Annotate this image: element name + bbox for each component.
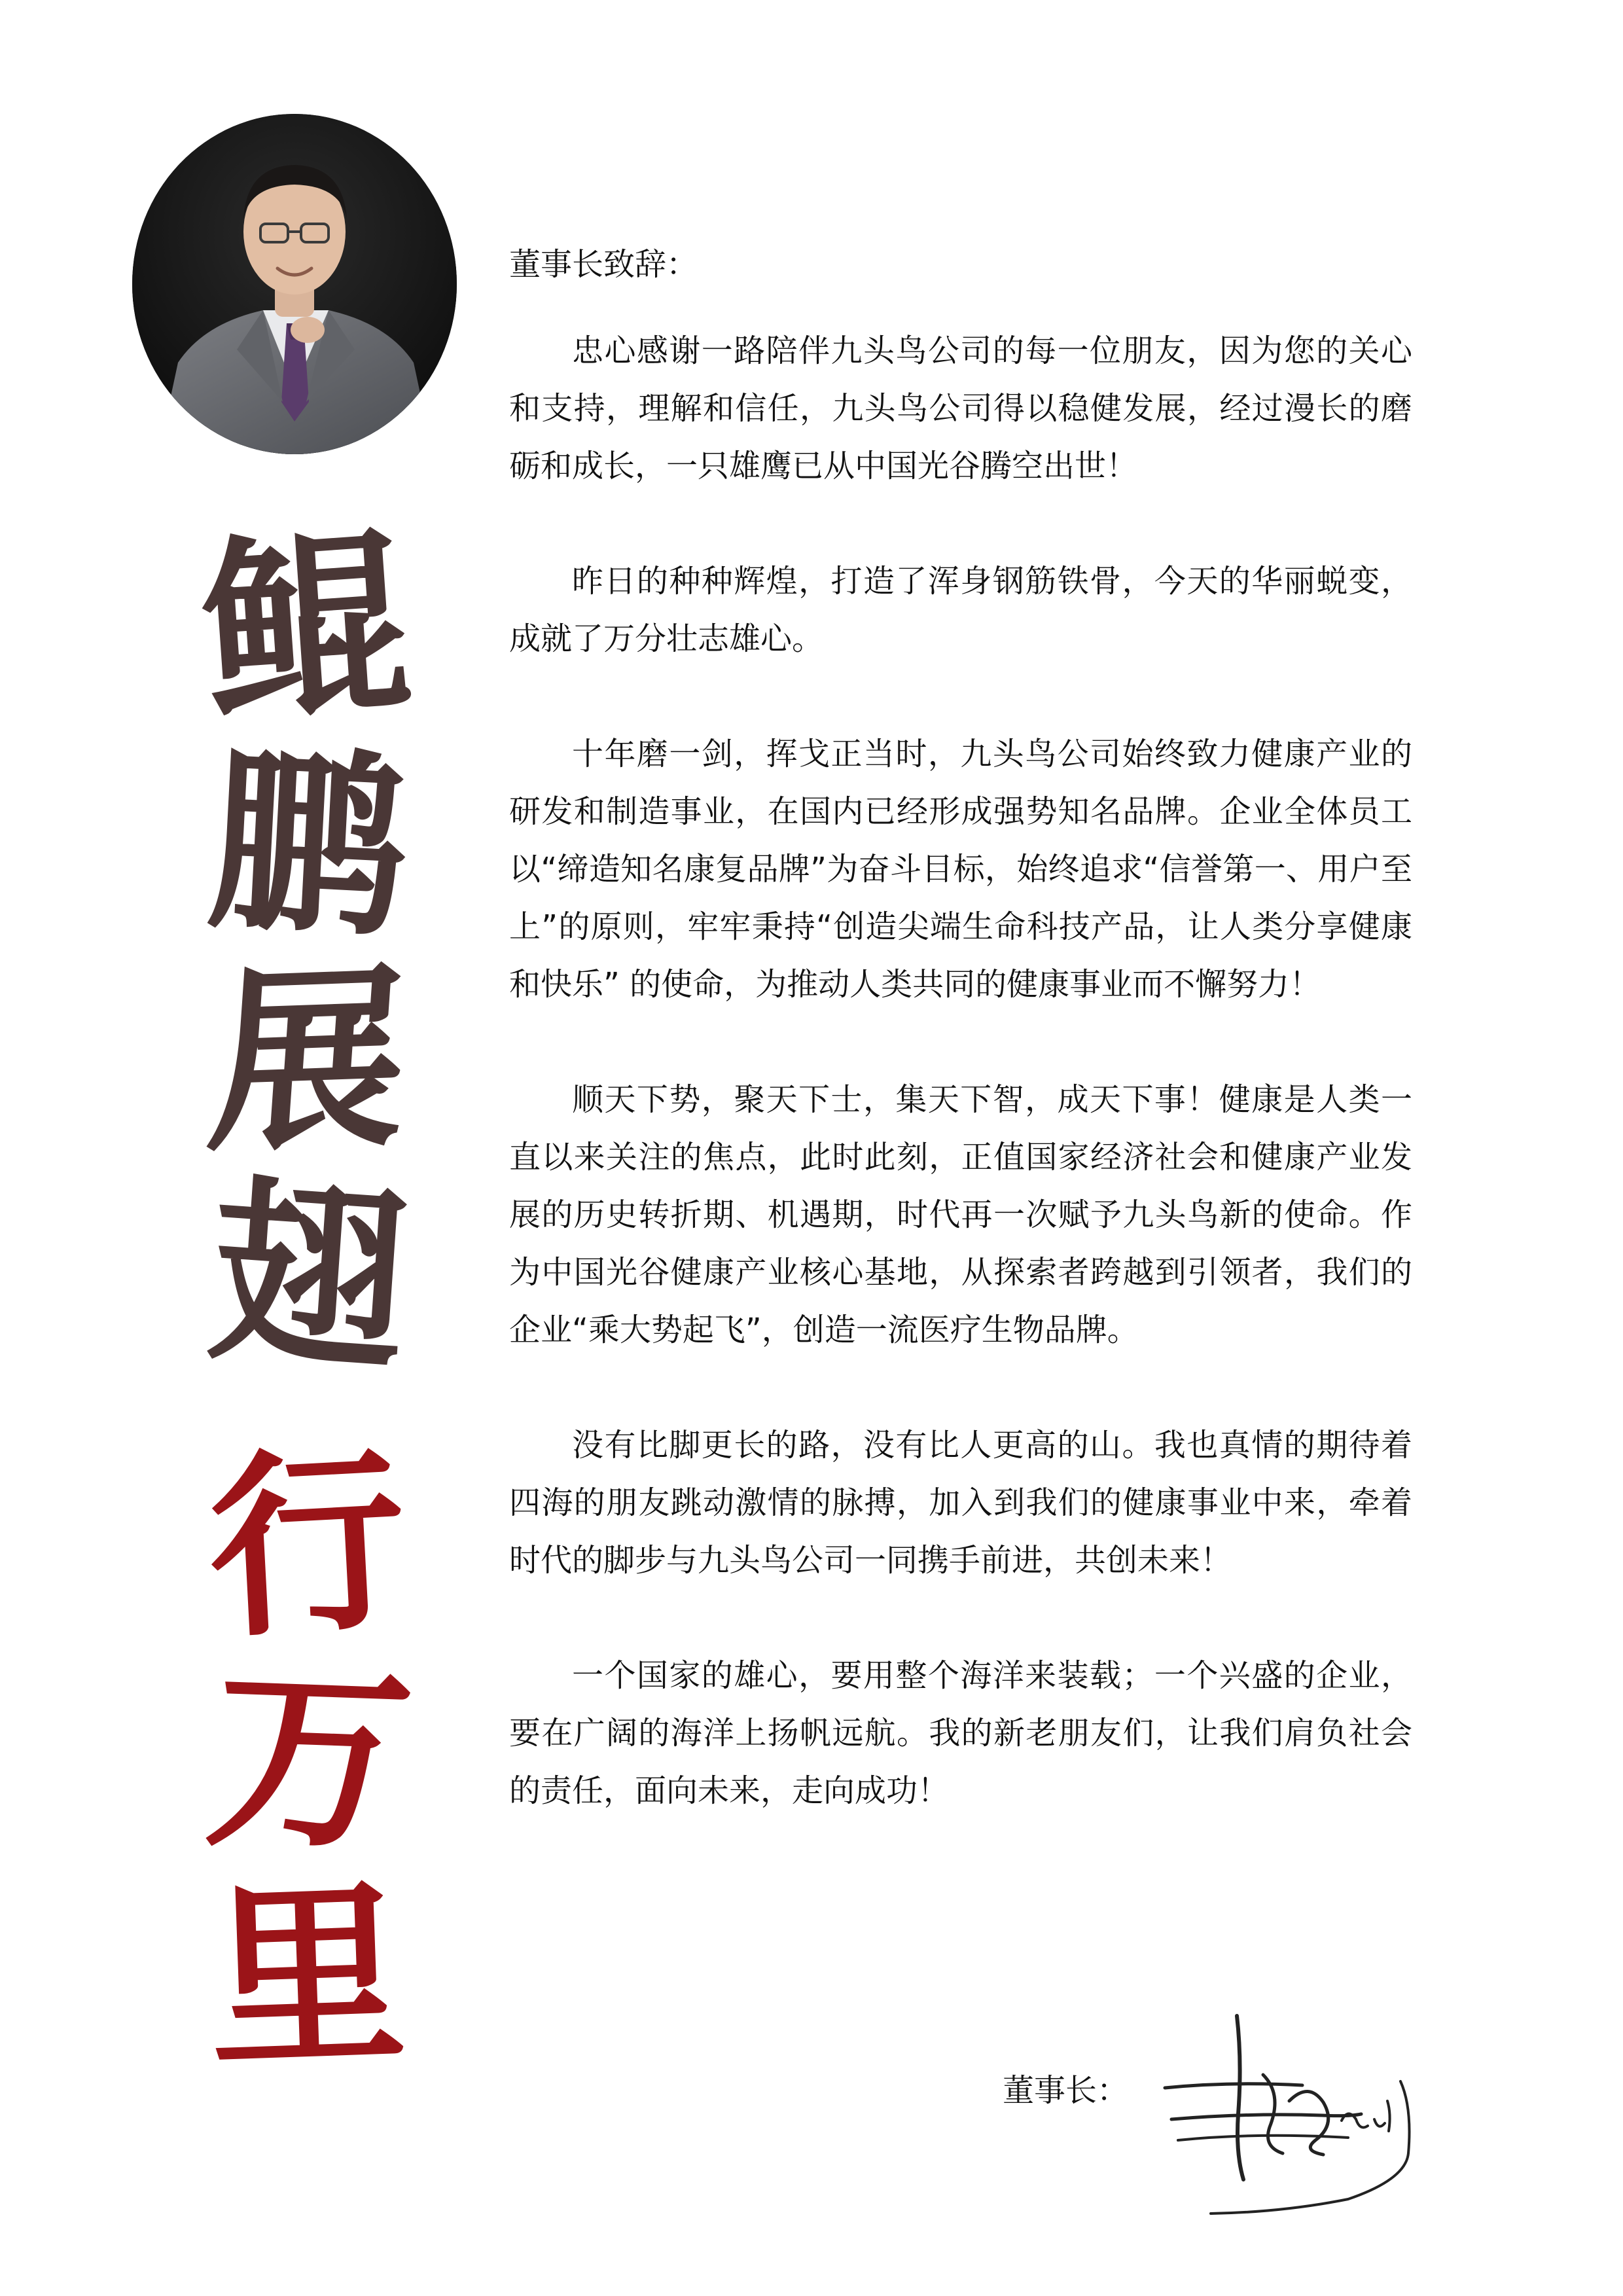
calligraphy-char: 翅 [202,1154,415,1399]
letter-paragraph: 没有比脚更长的路，没有比人更高的山。我也真情的期待着四海的朋友跳动激情的脉搏，加入到我们的健康事业中来，牵着时代的脚步与九头鸟公司一同携手前进，共创未来！ [509,1427,1412,1579]
letter-paragraph: 昨日的种种辉煌，打造了浑身钢筋铁骨，今天的华丽蜕变，成就了万分壮志雄心。 [509,563,1412,657]
calligraphy-char: 万 [196,1641,421,1879]
calligraphy-char: 行 [203,1424,412,1665]
chairman-letter [509,236,1412,1877]
letter-paragraph: 一个国家的雄心，要用整个海洋来装载；一个兴盛的企业，要在广阔的海洋上扬帆远航。我的新老朋友们，让我们肩负社会的责任，面向未来，走向成功！ [509,1657,1412,1809]
letter-paragraph: 十年磨一剑，挥戈正当时，九头鸟公司始终致力健康产业的研发和制造事业，在国内已经形成强势知名品牌。企业全体员工以“缔造知名康复品牌”为奋斗目标，始终追求“信誉第一、用户至上”的原则，牢牢秉持“创造尖端生命科技产品，让人类分享健康和快乐” 的使命，为推动人类共同的健康事业而不懈努力！ [509,736,1412,1003]
handwritten-signature-icon [1152,2003,1440,2219]
calligraphy-char: 里 [205,1857,410,2096]
calligraphy-char: 展 [202,941,415,1179]
calligraphy-char: 鲲 [196,505,418,751]
letter-salutation: 董事长致辞： [509,246,698,283]
chairman-portrait-icon [132,114,457,454]
calligraphy-char: 鹏 [204,723,412,965]
letter-paragraph: 顺天下势，聚天下士，集天下智，成天下事！健康是人类一直以来关注的焦点，此时此刻，正值国家经济社会和健康产业发展的历史转折期、机遇期，时代再一次赋予九头鸟新的使命。作为中国光谷健康产业核心基地，从探索者跨越到引领者，我们的企业“乘大势起飞”，创造一流医疗生物品牌。 [509,1081,1412,1348]
letter-paragraph: 忠心感谢一路陪伴九头鸟公司的每一位朋友，因为您的关心和支持，理解和信任，九头鸟公司得以稳健发展，经过漫长的磨砺和成长，一只雄鹰已从中国光谷腾空出世！ [509,332,1412,484]
calligraphy-slogan-bottom [196,1424,421,2096]
signature-label: 董事长： [1003,2072,1129,2109]
handwritten-signature [1152,2003,1440,2219]
chairman-portrait [132,114,457,454]
calligraphy-slogan-top [196,505,419,1399]
